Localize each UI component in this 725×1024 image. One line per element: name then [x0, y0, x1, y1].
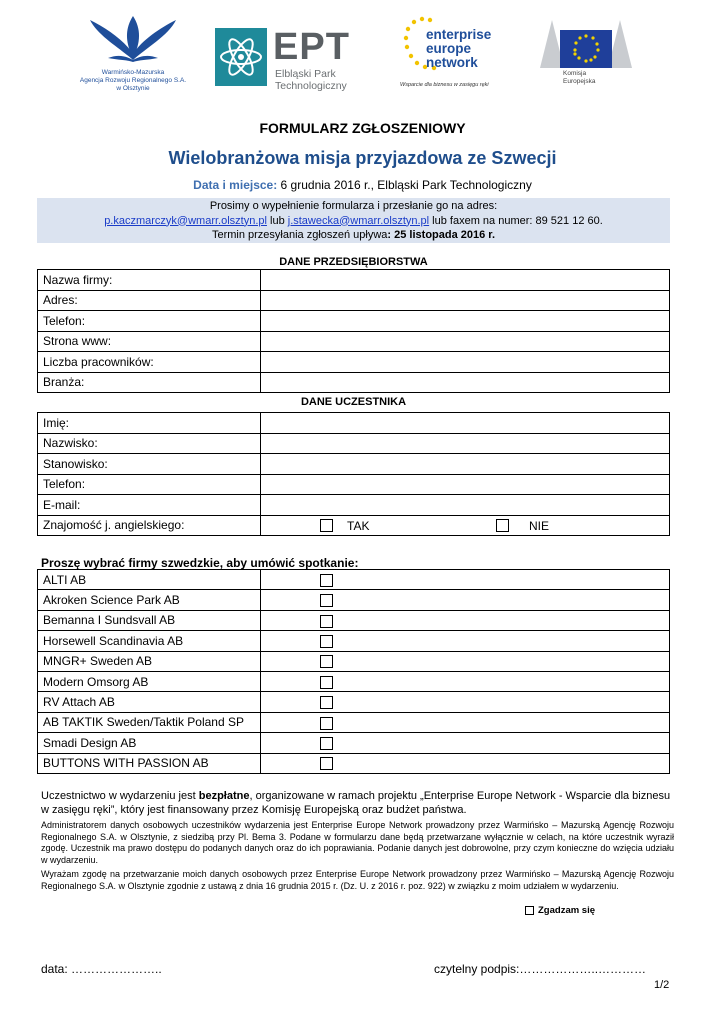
table-row	[38, 631, 670, 651]
company-table	[37, 269, 670, 393]
consent-text: Wyrażam zgodę na przetwarzanie moich danych osobowych przez Enterprise Europe Network prowadzony przez Warmińsko – Mazurską Agencję Rozwoju Regionalnego S.A. w Olsztynie zgodnie z ustawą z dnia 16 grudnia 2015 r. (Dz. U. z 2016 r. poz. 922) w związku z moim udziałem w wydarzeniu.	[41, 869, 674, 891]
een-tagline: Wsparcie dla biznesu w zasięgu ręki	[400, 82, 489, 88]
table-row	[38, 515, 670, 536]
firms-table	[37, 569, 670, 774]
consent-option[interactable]	[525, 905, 595, 916]
firm-name: MNGR+ Sweden AB	[38, 651, 261, 671]
ec-text: Komisja Europejska	[563, 70, 596, 85]
firm-checkbox[interactable]	[320, 757, 333, 770]
website-field[interactable]	[261, 331, 670, 352]
ept-logo	[215, 28, 365, 90]
firm-checkbox[interactable]	[320, 655, 333, 668]
table-row	[38, 311, 670, 332]
logo-bar	[60, 14, 680, 98]
table-row	[38, 753, 670, 773]
table-row	[38, 352, 670, 373]
consent-checkbox[interactable]	[525, 906, 534, 915]
field-label: E-mail:	[38, 495, 261, 516]
event-title: Wielobranżowa misja przyjazdowa ze Szwecji	[168, 148, 557, 168]
employees-field[interactable]	[261, 352, 670, 373]
firm-checkbox[interactable]	[320, 696, 333, 709]
company-section-heading: DANE PRZEDSIĘBIORSTWA	[279, 256, 428, 268]
firm-name: AB TAKTIK Sweden/Taktik Poland SP	[38, 712, 261, 732]
wmarr-logo	[68, 14, 198, 93]
firm-checkbox[interactable]	[320, 574, 333, 587]
field-label: Adres:	[38, 290, 261, 311]
email-link-1[interactable]: p.kaczmarczyk@wmarr.olsztyn.pl	[104, 214, 267, 227]
email-field[interactable]	[261, 495, 670, 516]
table-row	[38, 413, 670, 434]
table-row	[38, 454, 670, 475]
table-row	[38, 270, 670, 291]
english-no-label: NIE	[529, 518, 550, 533]
instructions-box	[37, 198, 670, 243]
signature-line: czytelny podpis:………………..…………	[434, 962, 647, 976]
firm-checkbox[interactable]	[320, 594, 333, 607]
date-line: data: …………………..	[41, 962, 162, 976]
table-row	[38, 290, 670, 311]
page-number: 1/2	[654, 979, 670, 991]
table-row	[38, 433, 670, 454]
date-label: Data i miejsce:	[193, 178, 278, 192]
data-admin-note: Administratorem danych osobowych uczestników wydarzenia jest Enterprise Europe Network prowadzony przez Warmińsko – Mazurską Agencję Rozwoju Regionalnego S.A. w Olsztynie, z siedzibą przy Pl. Bema 3. Podane w formularzu dane będą przetwarzane wyłącznie w celach, na które uczestnik wyraził zgodę. Uczestnik ma prawo dostępu do podanych danych oraz do ich poprawiania. Podanie danych jest dobrowolne, przy czym konieczne do wzięcia udziału w wydarzeniu.	[41, 820, 674, 865]
company-phone-field[interactable]	[261, 311, 670, 332]
field-label: Telefon:	[38, 474, 261, 495]
participant-section-heading: DANE UCZESTNIKA	[300, 396, 407, 408]
field-label: Telefon:	[38, 311, 261, 332]
field-label: Strona www:	[38, 331, 261, 352]
firm-checkbox[interactable]	[320, 635, 333, 648]
participant-table	[37, 412, 670, 536]
firm-name: Bemanna I Sundsvall AB	[38, 610, 261, 630]
wmarr-emblem-icon	[68, 14, 198, 62]
form-title: FORMULARZ ZGŁOSZENIOWY	[259, 120, 466, 136]
table-row	[38, 495, 670, 516]
firm-name: ALTI AB	[38, 570, 261, 590]
field-label: Imię:	[38, 413, 261, 434]
table-row	[38, 671, 670, 691]
firm-checkbox[interactable]	[320, 676, 333, 689]
address-field[interactable]	[261, 290, 670, 311]
firm-checkbox[interactable]	[320, 717, 333, 730]
een-text: enterprise europe network	[426, 27, 492, 70]
firm-name: Modern Omsorg AB	[38, 671, 261, 691]
industry-field[interactable]	[261, 372, 670, 393]
firm-checkbox[interactable]	[320, 737, 333, 750]
participant-phone-field[interactable]	[261, 474, 670, 495]
field-label: Nazwa firmy:	[38, 270, 261, 291]
consent-label: Zgadzam się	[538, 905, 596, 916]
field-label: Liczba pracowników:	[38, 352, 261, 373]
date-place	[0, 178, 725, 192]
table-row	[38, 692, 670, 712]
date-value: 6 grudnia 2016 r., Elbląski Park Technologiczny	[277, 178, 532, 192]
ec-logo	[538, 14, 634, 98]
english-no-checkbox[interactable]	[496, 519, 509, 532]
english-yes-checkbox[interactable]	[320, 519, 333, 532]
field-label: Branża:	[38, 372, 261, 393]
deadline-line: Termin przesyłania zgłoszeń upływa: 25 listopada 2016 r.	[211, 229, 496, 241]
english-options	[261, 515, 670, 536]
table-row	[38, 590, 670, 610]
first-name-field[interactable]	[261, 413, 670, 434]
position-field[interactable]	[261, 454, 670, 475]
firm-name: BUTTONS WITH PASSION AB	[38, 753, 261, 773]
table-row	[38, 733, 670, 753]
ept-title: EPT	[273, 26, 350, 68]
table-row	[38, 651, 670, 671]
table-row	[38, 372, 670, 393]
ec-building-flag-icon	[538, 14, 634, 70]
firm-name: Smadi Design AB	[38, 733, 261, 753]
contact-line: p.kaczmarczyk@wmarr.olsztyn.pl lub j.stawecka@wmarr.olsztyn.pl lub faxem na numer: 89 521 12 60.	[104, 214, 603, 227]
wmarr-text: Warmińsko-Mazurska Agencja Rozwoju Regionalnego S.A. w Olsztynie	[79, 69, 187, 92]
field-label: Nazwisko:	[38, 433, 261, 454]
ept-atom-icon	[215, 28, 267, 86]
english-yes-label: TAK	[347, 518, 370, 533]
table-row	[38, 474, 670, 495]
table-row	[38, 331, 670, 352]
firm-name: Akroken Science Park AB	[38, 590, 261, 610]
table-row	[38, 610, 670, 630]
participation-note: Uczestnictwo w wydarzeniu jest bezpłatne, organizowane w ramach projektu „Enterprise Europe Network - Wsparcie dla biznesu w zasięgu ręki”, który jest finansowany przez Komisję Europejską oraz budżet państwa.	[41, 790, 671, 816]
field-label: Stanowisko:	[38, 454, 261, 475]
firm-name: Horsewell Scandinavia AB	[38, 631, 261, 651]
table-row	[38, 570, 670, 590]
company-name-field[interactable]	[261, 270, 670, 291]
email-link-2[interactable]: j.stawecka@wmarr.olsztyn.pl	[287, 214, 430, 227]
last-name-field[interactable]	[261, 433, 670, 454]
firms-heading: Proszę wybrać firmy szwedzkie, aby umówić spotkanie:	[41, 556, 359, 570]
ept-subtitle: Elbląski Park Technologiczny	[275, 68, 347, 92]
table-row	[38, 712, 670, 732]
field-label: Znajomość j. angielskiego:	[38, 515, 261, 536]
firm-checkbox[interactable]	[320, 615, 333, 628]
instructions-line: Prosimy o wypełnienie formularza i przesłanie go na adres:	[209, 200, 498, 212]
een-logo	[400, 14, 500, 94]
firm-name: RV Attach AB	[38, 692, 261, 712]
